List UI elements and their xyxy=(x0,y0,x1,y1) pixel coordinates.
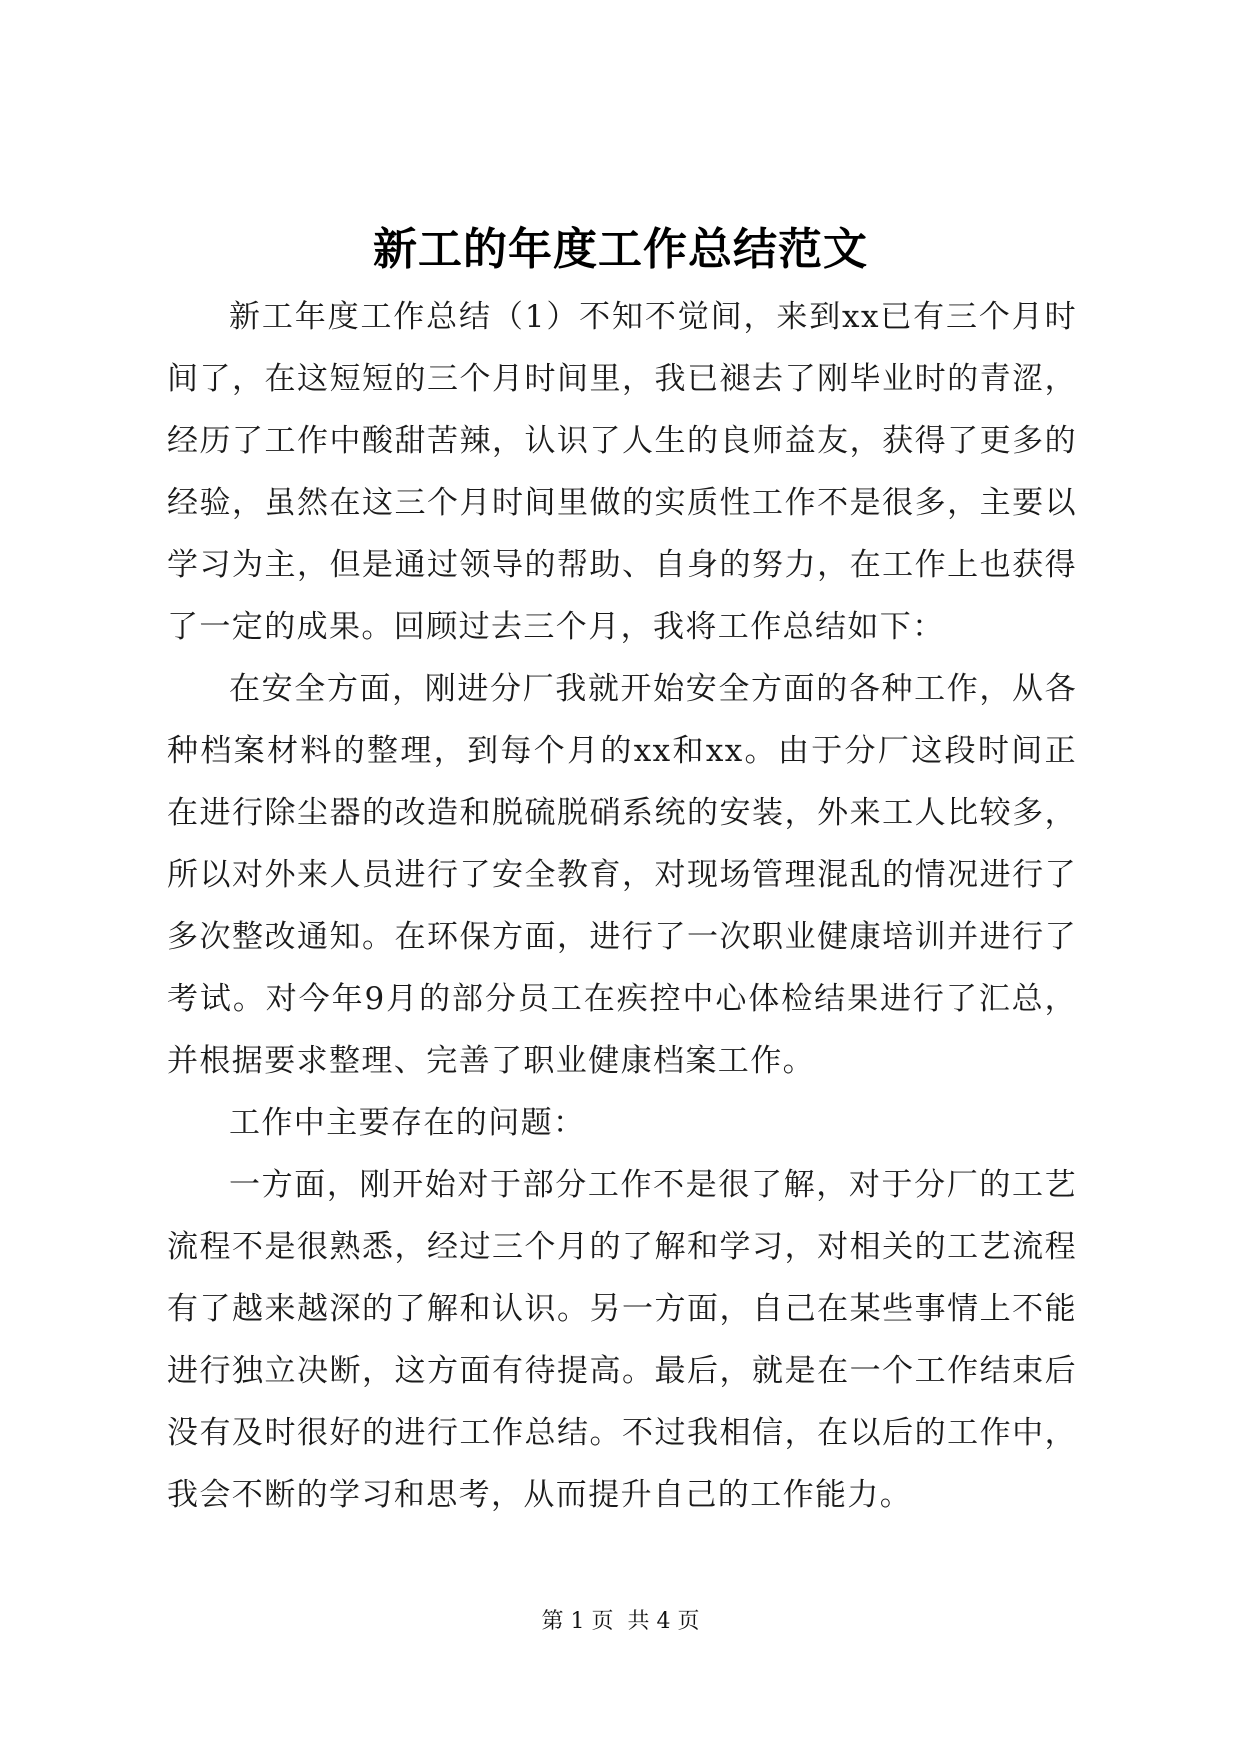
document-body xyxy=(167,286,1077,1526)
paragraph-problems-heading: 工作中主要存在的问题： xyxy=(229,1105,586,1141)
paragraph-problems: 一方面，刚开始对于部分工作不是很了解，对于分厂的工艺流程不是很熟悉，经过三个月的了解和学习，对相关的工艺流程有了越来越深的了解和认识。另一方面，自己在某些事情上不能进行独立决断，这方面有待提高。最后，就是在一个工作结束后没有及时很好的进行工作总结。不过我相信，在以后的工作中，我会不断的学习和思考，从而提升自己的工作能力。 xyxy=(167,1167,1077,1513)
document-title: 新工的年度工作总结范文 xyxy=(373,224,868,275)
page-footer xyxy=(0,1607,1241,1637)
page-number: 第 1 页 共 4 页 xyxy=(541,1609,700,1634)
paragraph-intro: 新工年度工作总结（1）不知不觉间，来到xx已有三个月时间了，在这短短的三个月时间里，我已褪去了刚毕业时的青涩，经历了工作中酸甜苦辣，认识了人生的良师益友，获得了更多的经验，虽然在这三个月时间里做的实质性工作不是很多，主要以学习为主，但是通过领导的帮助、自身的努力，在工作上也获得了一定的成果。回顾过去三个月，我将工作总结如下： xyxy=(167,299,1077,645)
paragraph-safety: 在安全方面，刚进分厂我就开始安全方面的各种工作，从各种档案材料的整理，到每个月的xx和xx。由于分厂这段时间正在进行除尘器的改造和脱硫脱硝系统的安装，外来工人比较多，所以对外来人员进行了安全教育，对现场管理混乱的情况进行了多次整改通知。在环保方面，进行了一次职业健康培训并进行了考试。对今年9月的部分员工在疾控中心体检结果进行了汇总，并根据要求整理、完善了职业健康档案工作。 xyxy=(167,671,1077,1079)
